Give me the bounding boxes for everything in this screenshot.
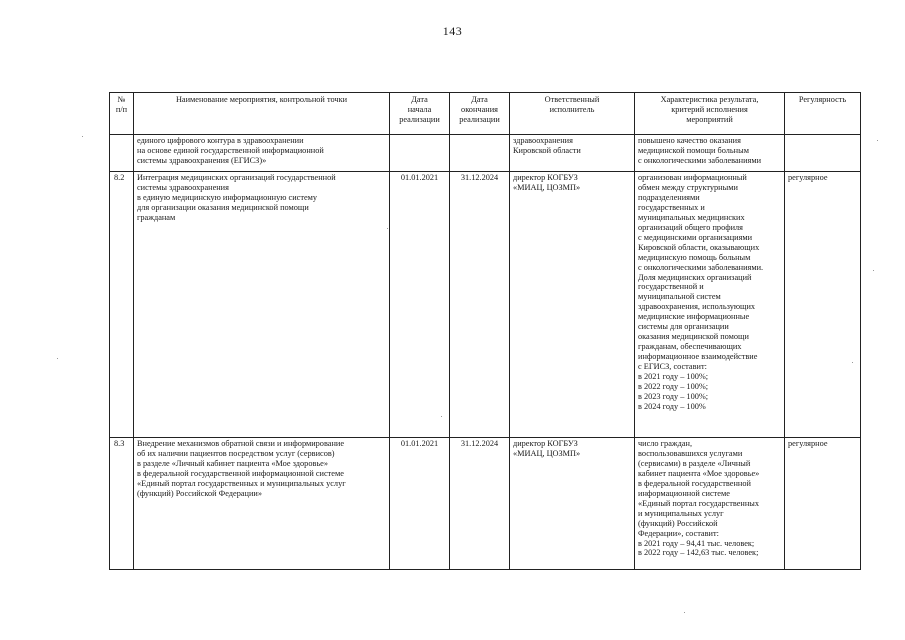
header-name: Наименование мероприятия, контрольной точки: [134, 93, 390, 135]
row-start-date: 01.01.2021: [390, 172, 450, 438]
row-number: 8.2: [110, 172, 134, 438]
row-name: Интеграция медицинских организаций государственной системы здравоохранения в единую медицинскую информационную систему для организации оказания медицинской помощи гражданам: [134, 172, 390, 438]
row-end-date: [450, 135, 510, 172]
row-regularity: регулярное: [785, 172, 861, 438]
header-result: Характеристика результата, критерий исполнения мероприятий: [635, 93, 785, 135]
table-header-row: [110, 93, 861, 135]
row-regularity: регулярное: [785, 438, 861, 570]
row-responsible: директор КОГБУЗ «МИАЦ, ЦОЗМП»: [510, 438, 635, 570]
header-number: № п/п: [110, 93, 134, 135]
row-result: число граждан, воспользовавшихся услугами (сервисами) в разделе «Личный кабинет пациента «Мое здоровье» в федеральной государственной информационной системе «Единый портал государственных и муниципальных услуг (функций) Российской Федерации», составит: в 2021 году – 94,41 тыс. человек; в 2022 году – 142,63 тыс. человек;: [635, 438, 785, 570]
row-result: повышено качество оказания медицинской помощи больным с онкологическими заболеваниями: [635, 135, 785, 172]
row-start-date: [390, 135, 450, 172]
header-regularity: Регулярность: [785, 93, 861, 135]
page-number: 143: [442, 24, 463, 38]
header-start-date: Дата начала реализации: [390, 93, 450, 135]
row-number: [110, 135, 134, 172]
row-start-date: 01.01.2021: [390, 438, 450, 570]
table-row: [110, 438, 861, 570]
row-result: организован информационный обмен между структурными подразделениями государственных и муниципальных медицинских организаций общего профиля с медицинскими организациями Кировской области, оказывающих медицинскую помощь больным с онкологическими заболеваниями. Доля медицинских организаций государственной и муниципальной систем здравоохранения, использующих медицинские информационные системы для организации оказания медицинской помощи гражданам, обеспечивающих информационное взаимодействие с ЕГИСЗ, составит: в 2021 году – 100%; в 2022 году – 100%; в 2023 году – 100%; в 2024 году – 100%: [635, 172, 785, 438]
row-regularity: [785, 135, 861, 172]
row-responsible: директор КОГБУЗ «МИАЦ, ЦОЗМП»: [510, 172, 635, 438]
header-end-date: Дата окончания реализации: [450, 93, 510, 135]
row-number: 8.3: [110, 438, 134, 570]
measures-table: [109, 92, 861, 570]
header-responsible: Ответственный исполнитель: [510, 93, 635, 135]
row-responsible: здравоохранения Кировской области: [510, 135, 635, 172]
row-end-date: 31.12.2024: [450, 438, 510, 570]
table-row: [110, 172, 861, 438]
table-row: [110, 135, 861, 172]
row-name: Внедрение механизмов обратной связи и информирование об их наличии пациентов посредством услуг (сервисов) в разделе «Личный кабинет пациента «Мое здоровье» в федеральной государственной информационной системе «Единый портал государственных и муниципальных услуг (функций) Российской Федерации»: [134, 438, 390, 570]
row-end-date: 31.12.2024: [450, 172, 510, 438]
row-name: единого цифрового контура в здравоохранении на основе единой государственной информационной системы здравоохранения (ЕГИСЗ)»: [134, 135, 390, 172]
